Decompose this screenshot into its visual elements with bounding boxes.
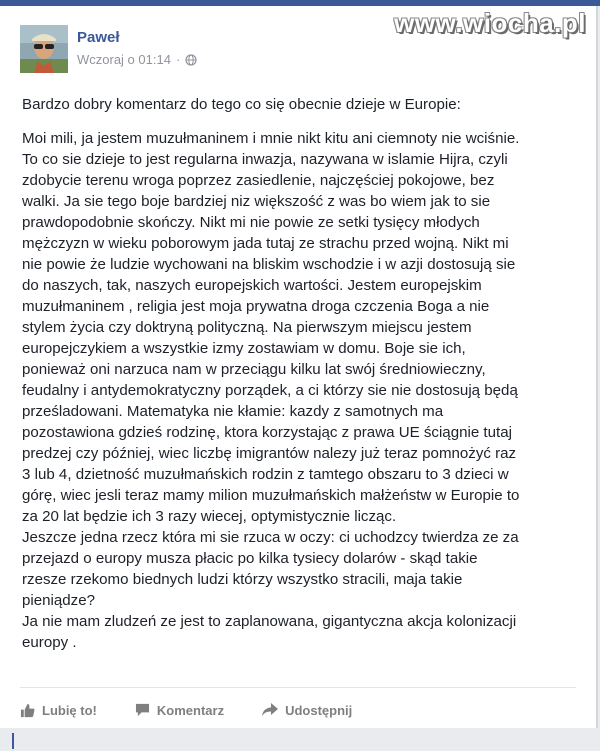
post-text-line: feudalny i antydemokratyczny porządek, a ci którzy sie nie dostosują będą (22, 382, 518, 399)
like-label: Lubię to! (42, 702, 97, 718)
post-text-line: ponieważ oni narzuca nam w przeciągu kilku lat swój średniowieczny, (22, 361, 486, 378)
post-text-line: nie powie że ludzie wychowani na bliskim wschodzie i w azji dostosują sie (22, 256, 516, 273)
comment-button[interactable] (135, 703, 224, 718)
post-text-line: przejazd o europy musza płacic po kilka tysiecy dolarów - skąd takie (22, 550, 478, 567)
post-text-line: rzesze rzekomo biednych ludzi którzy wszystko stracili, maja takie (22, 571, 463, 588)
post-text-line: prześladowani. Matematyka nie kłamie: kazdy z samotnych ma (22, 403, 444, 420)
post-text-line: mężczyzn w wieku poborowym jada tutaj ze strachu przed wojną. Nikt mi (22, 235, 509, 252)
post-text-line: zdobycie terenu wroga poprzez zasiedlenie, najczęściej pokojowe, bez (22, 172, 495, 189)
page-bottom-strip (0, 728, 600, 751)
share-arrow-icon (262, 703, 278, 717)
action-bar (20, 700, 390, 720)
post-text-line: do naszych, tak, naszych europejskich wartości. Jestem europejskim (22, 277, 482, 294)
share-label: Udostępnij (285, 702, 353, 718)
post-text-line: 3 lub 4, dzietność muzułmańskich rodzin z tamtego obszaru to 3 dzieci w (22, 466, 509, 483)
like-button[interactable] (20, 703, 97, 718)
text-cursor (12, 733, 14, 749)
post-text-line: europejczykiem a wszystkie izmy zostawiam w domu. Boje sie ich, (22, 340, 466, 357)
post-text-line: za 20 lat będzie ich 3 razy wiecej, optymistycznie licząc. (22, 508, 397, 525)
post-text-line: stylem życia czy doktryną polityczną. Na pierwszym miejscu jestem (22, 319, 472, 336)
post-text (22, 128, 582, 653)
post-body (22, 94, 582, 653)
post-text-line: Jeszcze jedna rzecz która mi sie rzuca w oczy: ci uchodzcy twierdza ze za (22, 529, 519, 546)
meta-separator: · (175, 52, 181, 67)
author-name[interactable]: Paweł (77, 29, 120, 46)
post-card (0, 6, 598, 728)
post-text-line: górę, wiec jesli teraz mamy milion muzułmańskich małżeństw w Europie to (22, 487, 520, 504)
post-timestamp[interactable]: Wczoraj o 01:14 (77, 52, 171, 67)
post-meta (77, 52, 197, 67)
post-text-line: pieniądze? (22, 592, 96, 609)
post-text-line: Ja nie mam zludzeń ze jest to zaplanowana, gigantyczna akcja kolonizacji (22, 613, 517, 630)
speech-bubble-icon (135, 703, 150, 717)
post-text-line: prawdopodobnie skończy. Nikt mi nie powie ze setki tysięcy młodych (22, 214, 480, 231)
globe-icon[interactable] (185, 54, 197, 66)
post-text-line: muzułmaninem , religia jest moja prywatna droga czczenia Boga a nie (22, 298, 490, 315)
comment-label: Komentarz (156, 702, 225, 718)
share-button[interactable] (262, 703, 352, 718)
post-text-line: walki. Ja sie tego boje bardziej niz większość z was bo wiem jak to sie (22, 193, 491, 210)
avatar[interactable] (20, 25, 68, 73)
action-divider (20, 687, 576, 688)
post-text-line: europy . (22, 634, 77, 651)
post-text-line: To co sie dzieje to jest regularna inwazja, nazywana w islamie Hijra, czyli (22, 151, 508, 168)
thumbs-up-icon (20, 703, 35, 718)
site-watermark: www.wiocha.pl (394, 8, 586, 38)
post-intro: Bardzo dobry komentarz do tego co się obecnie dzieje w Europie: (22, 96, 461, 113)
post-text-line: predzej czy później, wiec liczbę imigrantów nalezy już teraz pomnożyć raz (22, 445, 517, 462)
post-text-line: Moi mili, ja jestem muzułmaninem i mnie nikt kitu ani ciemnoty nie wciśnie. (22, 130, 520, 147)
post-text-line: pozostawiona gdzieś rodzinę, ktora korzystając z prawa UE ściągnie tutaj (22, 424, 512, 441)
